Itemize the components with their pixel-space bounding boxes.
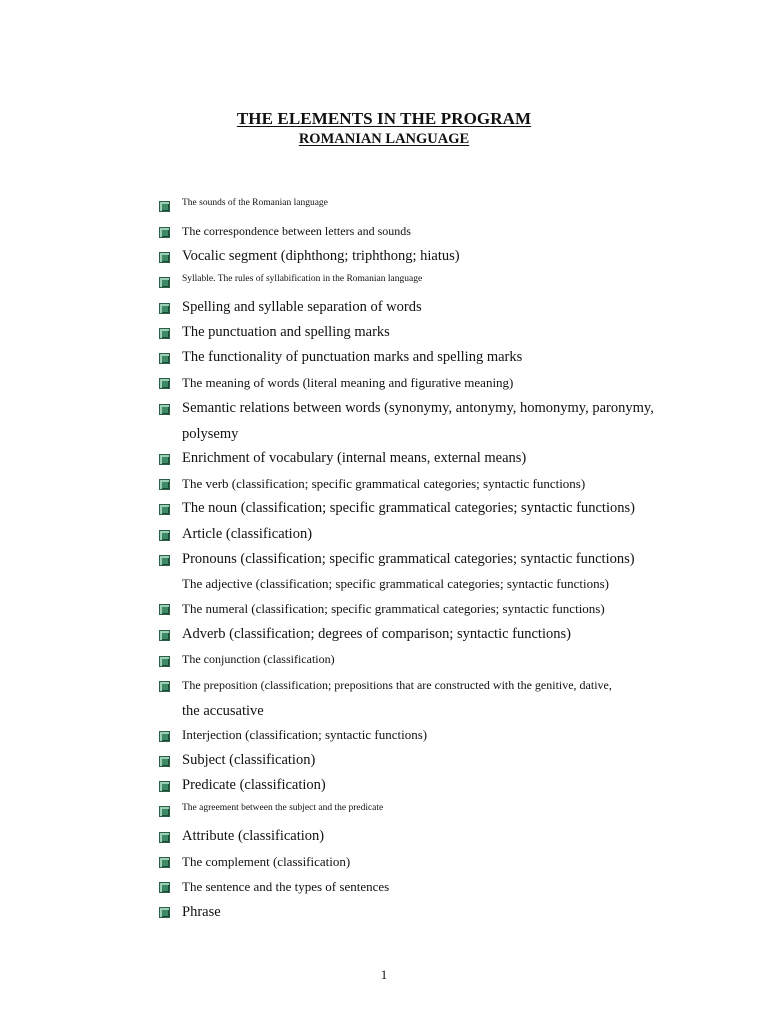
document-title: THE ELEMENTS IN THE PROGRAM [236,109,532,128]
green-square-bullet-icon [159,656,170,667]
list-item: The complement (classification) [182,854,351,869]
green-square-bullet-icon [159,857,170,868]
green-square-bullet-icon [159,303,170,314]
list-item: The adjective (classification; specific grammatical categories; syntactic functions) [182,576,610,591]
list-item: The functionality of punctuation marks and spelling marks [182,349,523,365]
list-item: Semantic relations between words (synonymy, antonymy, homonymy, paronymy, [182,400,654,416]
list-item: Attribute (classification) [182,828,325,844]
document-subtitle: ROMANIAN LANGUAGE [298,131,470,147]
list-item: The sentence and the types of sentences [182,879,390,894]
list-item-continuation: polysemy [182,426,239,442]
list-item-continuation: the accusative [182,703,264,719]
green-square-bullet-icon [159,555,170,566]
list-item: Phrase [182,904,221,920]
page-number: 1 [380,967,388,982]
green-square-bullet-icon [159,201,170,212]
green-square-bullet-icon [159,604,170,615]
green-square-bullet-icon [159,806,170,817]
green-square-bullet-icon [159,277,170,288]
green-square-bullet-icon [159,731,170,742]
list-item: Pronouns (classification; specific grammatical categories; syntactic functions) [182,551,635,567]
green-square-bullet-icon [159,630,170,641]
green-square-bullet-icon [159,882,170,893]
green-square-bullet-icon [159,454,170,465]
list-item: The correspondence between letters and sounds [182,224,411,238]
list-item: The sounds of the Romanian language [182,198,328,208]
list-item: Enrichment of vocabulary (internal means, external means) [182,450,527,466]
green-square-bullet-icon [159,479,170,490]
list-item: The agreement between the subject and the predicate [182,803,384,813]
green-square-bullet-icon [159,353,170,364]
green-square-bullet-icon [159,227,170,238]
list-item: The punctuation and spelling marks [182,324,390,340]
green-square-bullet-icon [159,252,170,263]
list-item: Interjection (classification; syntactic functions) [182,727,428,742]
list-item: Subject (classification) [182,752,316,768]
list-item: The conjunction (classification) [182,652,335,666]
green-square-bullet-icon [159,378,170,389]
list-item: The numeral (classification; specific grammatical categories; syntactic functions) [182,601,605,616]
green-square-bullet-icon [159,681,170,692]
list-item: Adverb (classification; degrees of comparison; syntactic functions) [182,626,571,642]
green-square-bullet-icon [159,328,170,339]
green-square-bullet-icon [159,530,170,541]
list-item: Spelling and syllable separation of words [182,299,422,315]
list-item: Syllable. The rules of syllabification in the Romanian language [182,274,423,284]
list-item: Predicate (classification) [182,777,326,793]
green-square-bullet-icon [159,832,170,843]
green-square-bullet-icon [159,781,170,792]
green-square-bullet-icon [159,907,170,918]
list-item: The preposition (classification; prepositions that are constructed with the genitive, dative, [182,678,612,692]
list-item: The verb (classification; specific grammatical categories; syntactic functions) [182,476,586,491]
list-item: The meaning of words (literal meaning and figurative meaning) [182,375,514,390]
list-item: The noun (classification; specific grammatical categories; syntactic functions) [182,500,635,516]
green-square-bullet-icon [159,404,170,415]
list-item: Article (classification) [182,526,313,542]
green-square-bullet-icon [159,504,170,515]
list-item: Vocalic segment (diphthong; triphthong; hiatus) [182,248,460,264]
green-square-bullet-icon [159,756,170,767]
